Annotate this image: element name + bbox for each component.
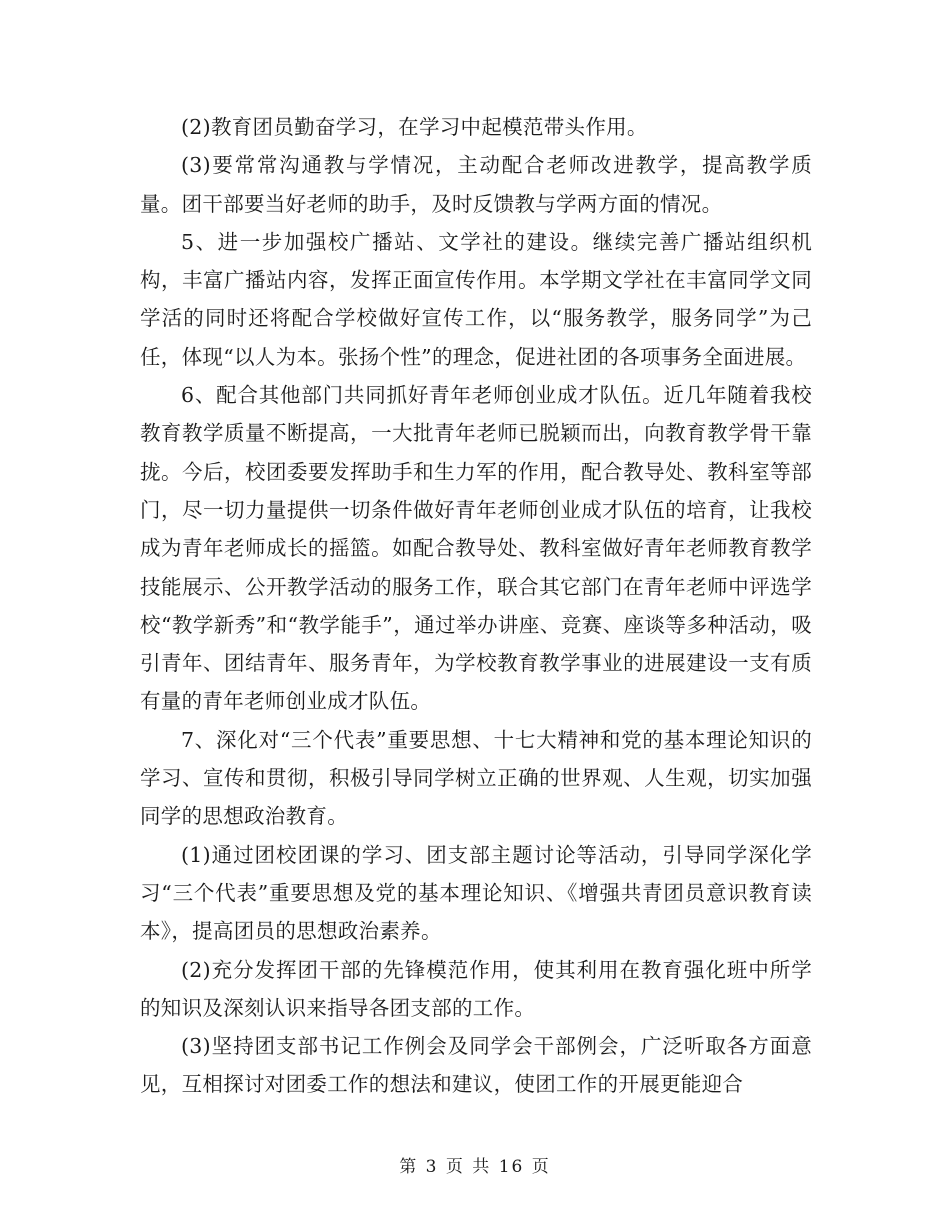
- paragraph-7-2-cadres: (2)充分发挥团干部的先锋模范作用，使其利用在教育强化班中所学的知识及深刻认识来指导各团支部的工作。: [140, 957, 812, 1020]
- paragraph-5-broadcast: 5、进一步加强校广播站、文学社的建设。继续完善广播站组织机构，丰富广播站内容，发挥正面宣传作用。本学期文学社在丰富同学文同学活的同时还将配合学校做好宣传工作，以“服务教学，服务同学”为己任，体现“以人为本。张扬个性”的理念，促进社团的各项事务全面进展。: [140, 229, 812, 369]
- paragraph-7-political-education: 7、深化对“三个代表”重要思想、十七大精神和党的基本理论知识的学习、宣传和贯彻，积极引导同学树立正确的世界观、人生观，切实加强同学的思想政治教育。: [140, 727, 812, 829]
- page-number-footer: 第 3 页 共 16 页: [399, 1157, 551, 1177]
- paragraph-3-teaching: (3)要常常沟通教与学情况，主动配合老师改进教学，提高教学质量。团干部要当好老师的助手，及时反馈教与学两方面的情况。: [140, 153, 812, 216]
- paragraph-7-1-league-school: (1)通过团校团课的学习、团支部主题讨论等活动，引导同学深化学习“三个代表”重要思想及党的基本理论知识、《增强共青团员意识教育读本》，提高团员的思想政治素养。: [140, 842, 812, 944]
- paragraph-7-3-meetings: (3)坚持团支部书记工作例会及同学会干部例会，广泛听取各方面意见，互相探讨对团委工作的想法和建议，使团工作的开展更能迎合: [140, 1034, 812, 1097]
- paragraph-6-young-teachers: 6、配合其他部门共同抓好青年老师创业成才队伍。近几年随着我校教育教学质量不断提高，一大批青年老师已脱颖而出，向教育教学骨干靠拢。今后，校团委要发挥助手和生力军的作用，配合教导处、教科室等部门，尽一切力量提供一切条件做好青年老师创业成才队伍的培育，让我校成为青年老师成长的摇篮。如配合教导处、教科室做好青年老师教育教学技能展示、公开教学活动的服务工作，联合其它部门在青年老师中评选学校“教学新秀”和“教学能手”，通过举办讲座、竞赛、座谈等多种活动，吸引青年、团结青年、服务青年，为学校教育教学事业的进展建设一支有质有量的青年老师创业成才队伍。: [140, 383, 812, 714]
- document-body: [140, 108, 812, 1104]
- paragraph-2-study: (2)教育团员勤奋学习，在学习中起模范带头作用。: [181, 115, 648, 139]
